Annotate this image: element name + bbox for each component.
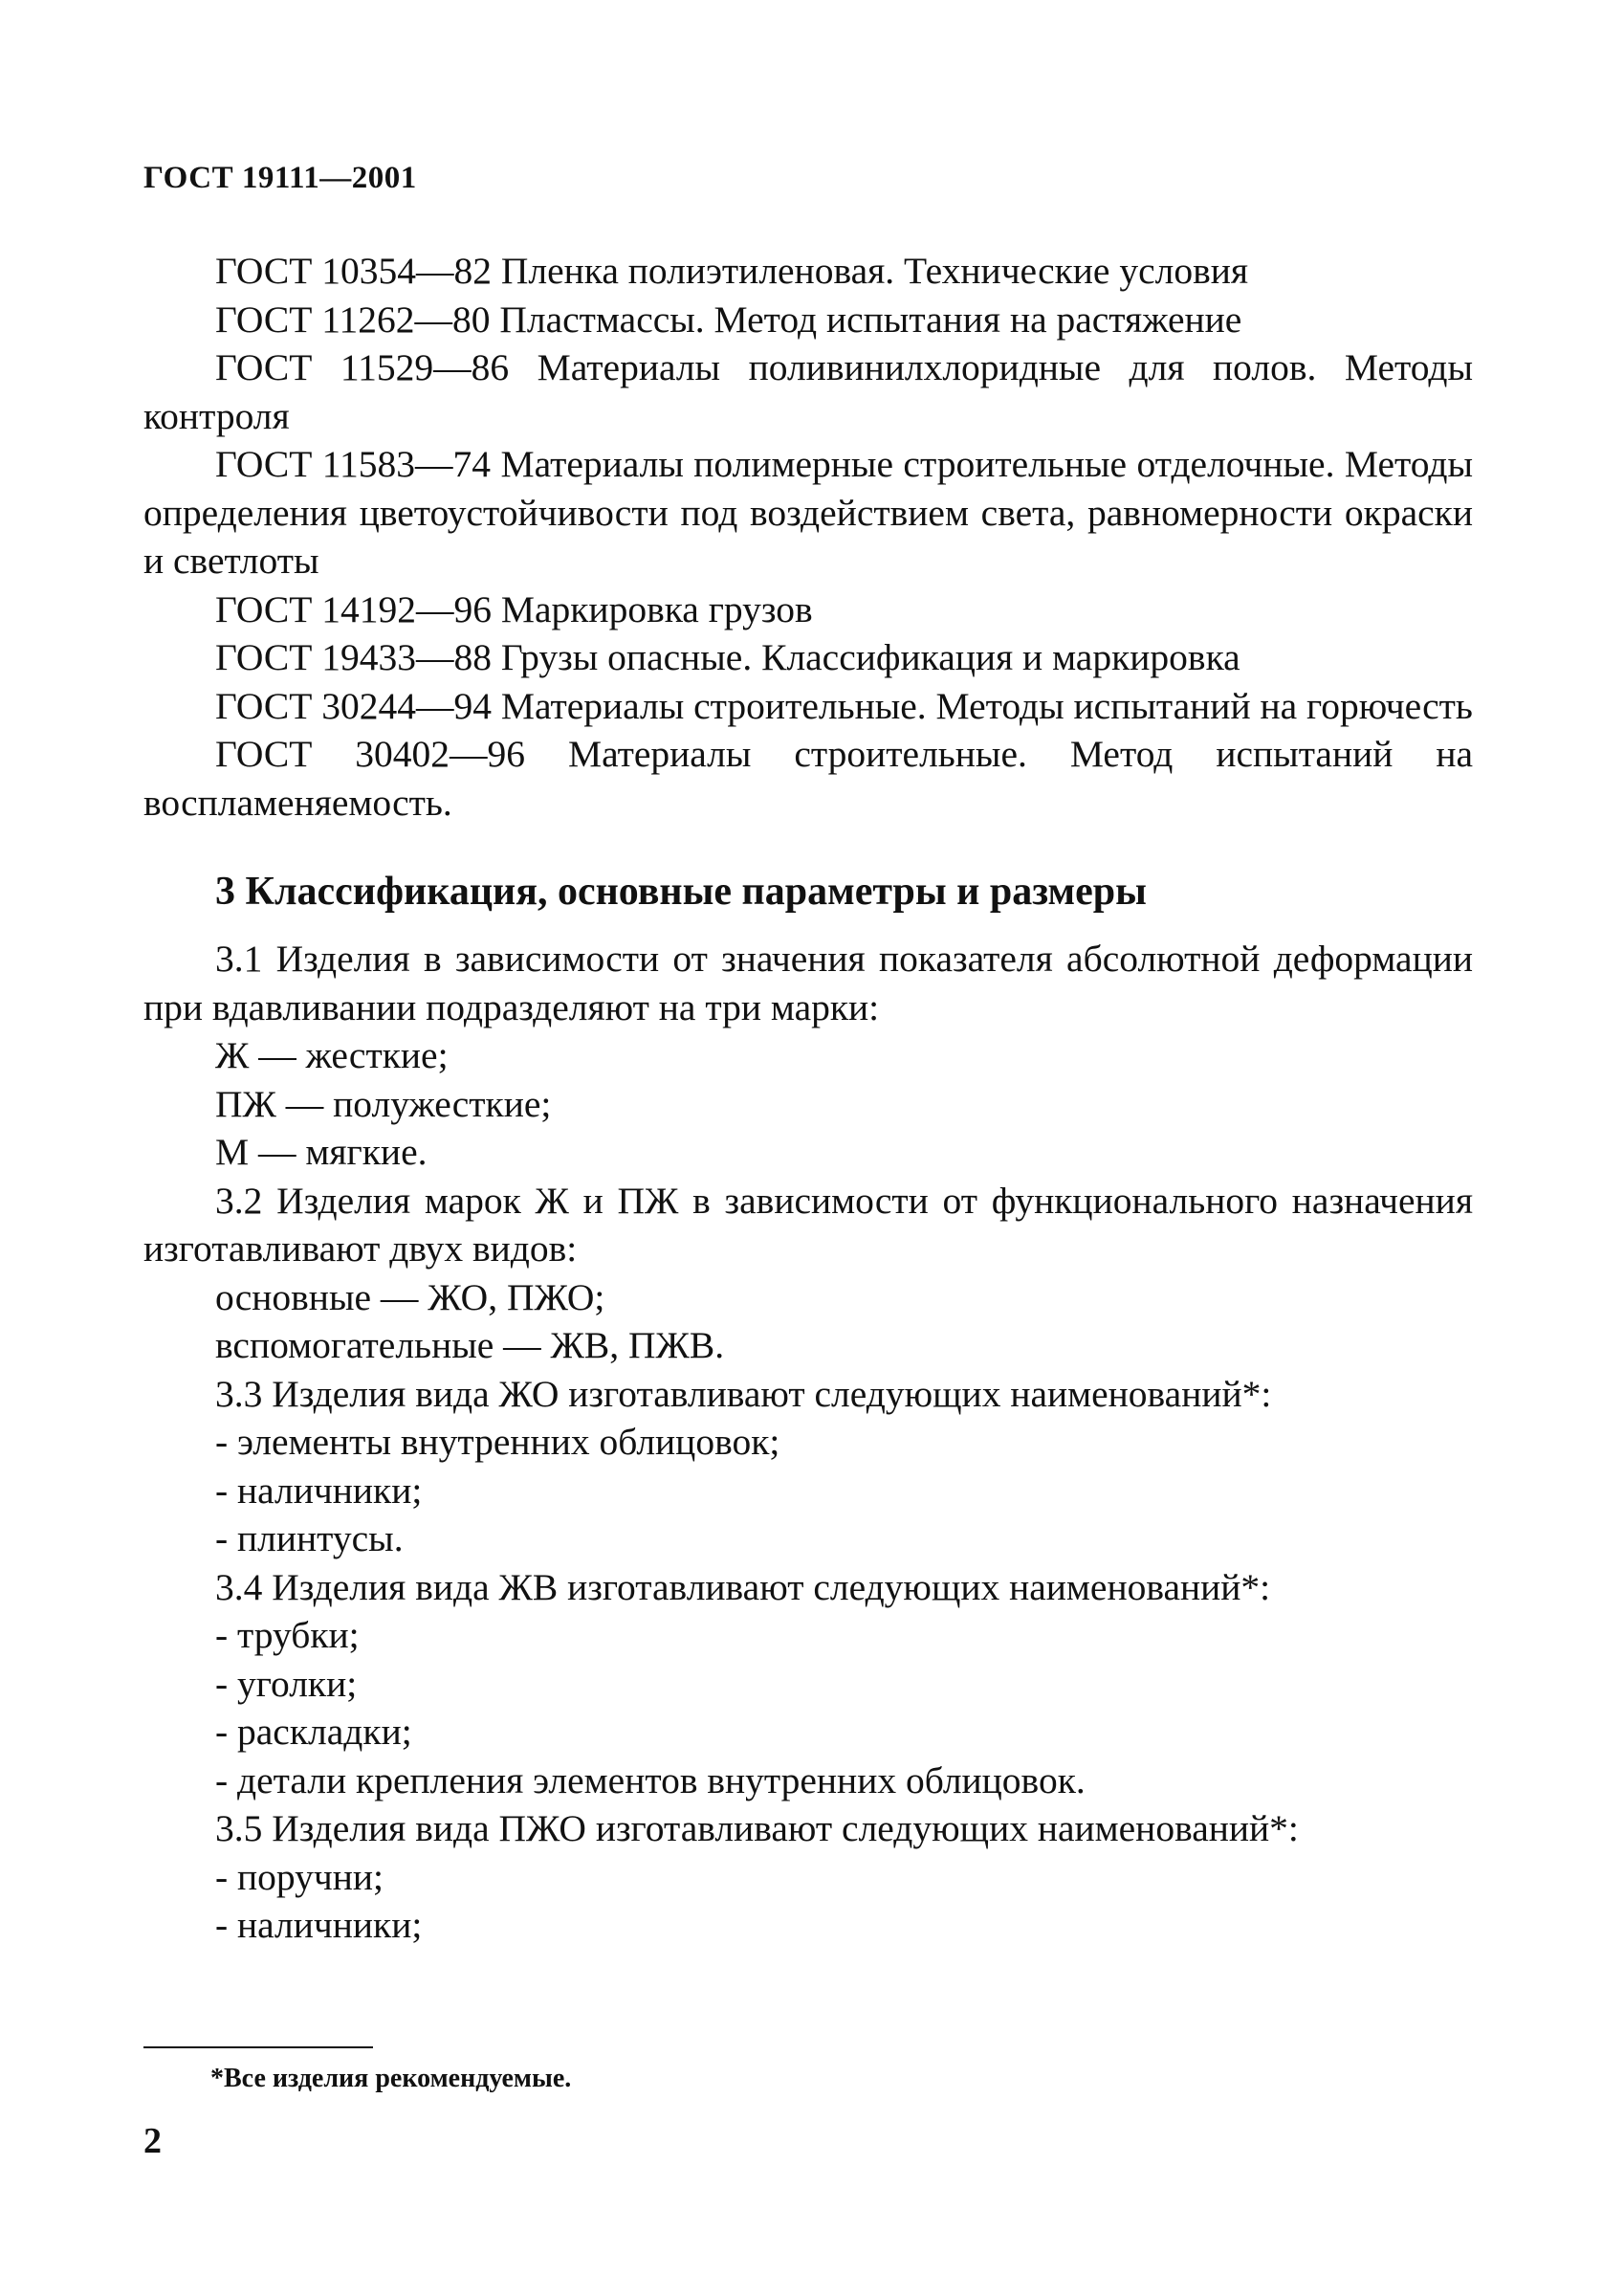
- kind-item: вспомогательные — ЖВ, ПЖВ.: [215, 1324, 725, 1366]
- grade-item: ПЖ — полужесткие;: [215, 1082, 552, 1125]
- page-number: 2: [143, 2121, 162, 2161]
- reference-item: ГОСТ 30244—94 Материалы строительные. Методы испытаний на горючесть: [215, 684, 1473, 727]
- reference-item: ГОСТ 14192—96 Маркировка грузов: [215, 587, 813, 630]
- clause-3-5: 3.5 Изделия вида ПЖО изготавливают следующих наименований*:: [215, 1807, 1299, 1849]
- clause-3-2: 3.2 Изделия марок Ж и ПЖ в зависимости от функционального назначения изготавливают двух видов:: [143, 1179, 1473, 1270]
- reference-item: ГОСТ 30402—96 Материалы строительные. Метод испытаний на воспламеняемость.: [143, 733, 1473, 824]
- footnote: *Все изделия рекомендуемые.: [210, 2064, 572, 2093]
- list-item: - наличники;: [215, 1469, 423, 1512]
- list-item: - трубки;: [215, 1614, 360, 1656]
- reference-item: ГОСТ 19433—88 Грузы опасные. Классификация и маркировка: [215, 636, 1240, 678]
- body-text: [143, 247, 1473, 1950]
- grade-item: М — мягкие.: [215, 1131, 428, 1173]
- list-item: - наличники;: [215, 1904, 423, 1946]
- clause-3-1: 3.1 Изделия в зависимости от значения показателя абсолютной деформации при вдавливании подразделяют на три марки:: [143, 938, 1473, 1028]
- list-item: - элементы внутренних облицовок;: [215, 1421, 780, 1463]
- reference-item: ГОСТ 11583—74 Материалы полимерные строительные отделочные. Методы определения цветоустойчивости под воздействием света, равномерности окраски и светлоты: [143, 443, 1473, 582]
- reference-item: ГОСТ 11529—86 Материалы поливинилхлоридные для полов. Методы контроля: [143, 346, 1473, 437]
- list-item: - плинтусы.: [215, 1517, 404, 1559]
- reference-item: ГОСТ 10354—82 Пленка полиэтиленовая. Технические условия: [215, 250, 1249, 292]
- list-item: - поручни;: [215, 1855, 384, 1898]
- page-header: ГОСТ 19111—2001: [143, 161, 417, 195]
- list-item: - уголки;: [215, 1662, 358, 1705]
- clause-3-3: 3.3 Изделия вида ЖО изготавливают следующих наименований*:: [215, 1372, 1272, 1415]
- list-item: - раскладки;: [215, 1711, 412, 1753]
- list-item: - детали крепления элементов внутренних облицовок.: [215, 1758, 1086, 1801]
- clause-3-4: 3.4 Изделия вида ЖВ изготавливают следующих наименований*:: [215, 1565, 1271, 1608]
- footnote-divider: [143, 2046, 373, 2048]
- grade-item: Ж — жесткие;: [215, 1034, 449, 1076]
- reference-item: ГОСТ 11262—80 Пластмассы. Метод испытания на растяжение: [215, 298, 1242, 341]
- kind-item: основные — ЖО, ПЖО;: [215, 1275, 605, 1318]
- section-heading: 3 Классификация, основные параметры и размеры: [215, 870, 1147, 914]
